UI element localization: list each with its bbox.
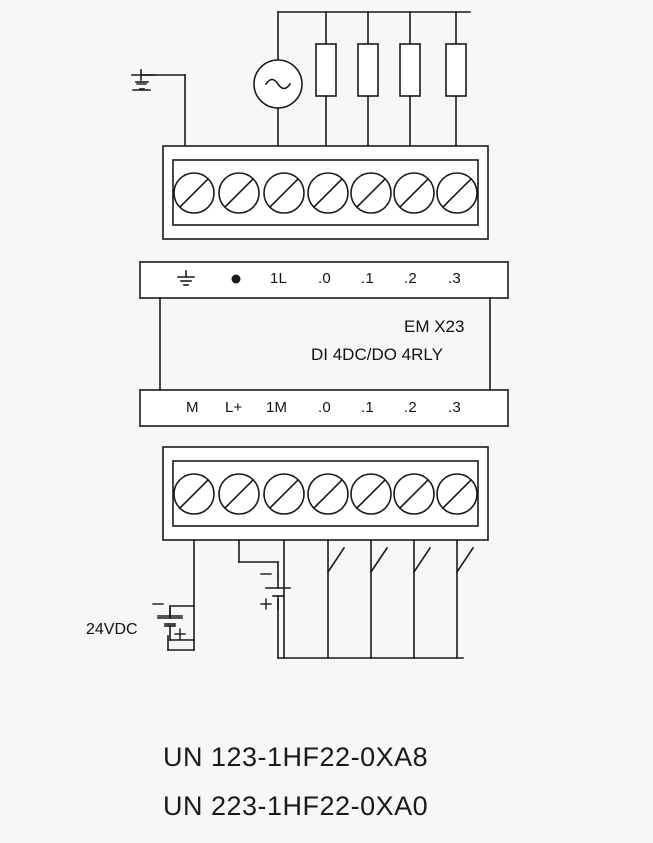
bottom-terminal-label-3: .3 [448, 399, 461, 416]
screw-terminal-icon [308, 474, 348, 514]
bottom-terminal-label-1m: 1M [266, 399, 288, 416]
bottom-terminal-label-0: .0 [318, 399, 331, 416]
top-terminal-label-3: .3 [448, 270, 461, 287]
screw-terminal-icon [308, 173, 348, 213]
screw-terminal-icon [174, 173, 214, 213]
top-terminal-label-0: .0 [318, 270, 331, 287]
screw-terminal-icon [394, 173, 434, 213]
screw-terminal-icon [219, 173, 259, 213]
screw-terminal-icon [437, 173, 477, 213]
screw-terminal-icon [394, 474, 434, 514]
part-number-line2: UN 223-1HF22-0XA0 [163, 791, 429, 821]
module-name-line2: DI 4DC/DO 4RLY [311, 345, 443, 364]
screw-terminal-icon [351, 474, 391, 514]
screw-terminal-icon [351, 173, 391, 213]
neutral-dot-icon [232, 275, 241, 284]
top-terminal-label-1: .1 [361, 270, 374, 287]
module-name-line1: EM X23 [404, 317, 465, 336]
screw-terminal-icon [264, 474, 304, 514]
supply-voltage-label: 24VDC [86, 621, 138, 638]
ac-source-icon [254, 60, 302, 108]
screw-terminal-icon [437, 474, 477, 514]
top-terminal-label-2: .2 [404, 270, 417, 287]
bottom-terminal-label-1: .1 [361, 399, 374, 416]
part-number-line1: UN 123-1HF22-0XA8 [163, 742, 429, 772]
screw-terminal-icon [219, 474, 259, 514]
screw-terminal-icon [264, 173, 304, 213]
bottom-terminal-label-2: .2 [404, 399, 417, 416]
bottom-terminal-label-m: M [186, 399, 199, 416]
screw-terminal-icon [174, 474, 214, 514]
bottom-terminal-label-lplus: L+ [225, 399, 243, 416]
top-terminal-label-1l: 1L [270, 270, 288, 287]
